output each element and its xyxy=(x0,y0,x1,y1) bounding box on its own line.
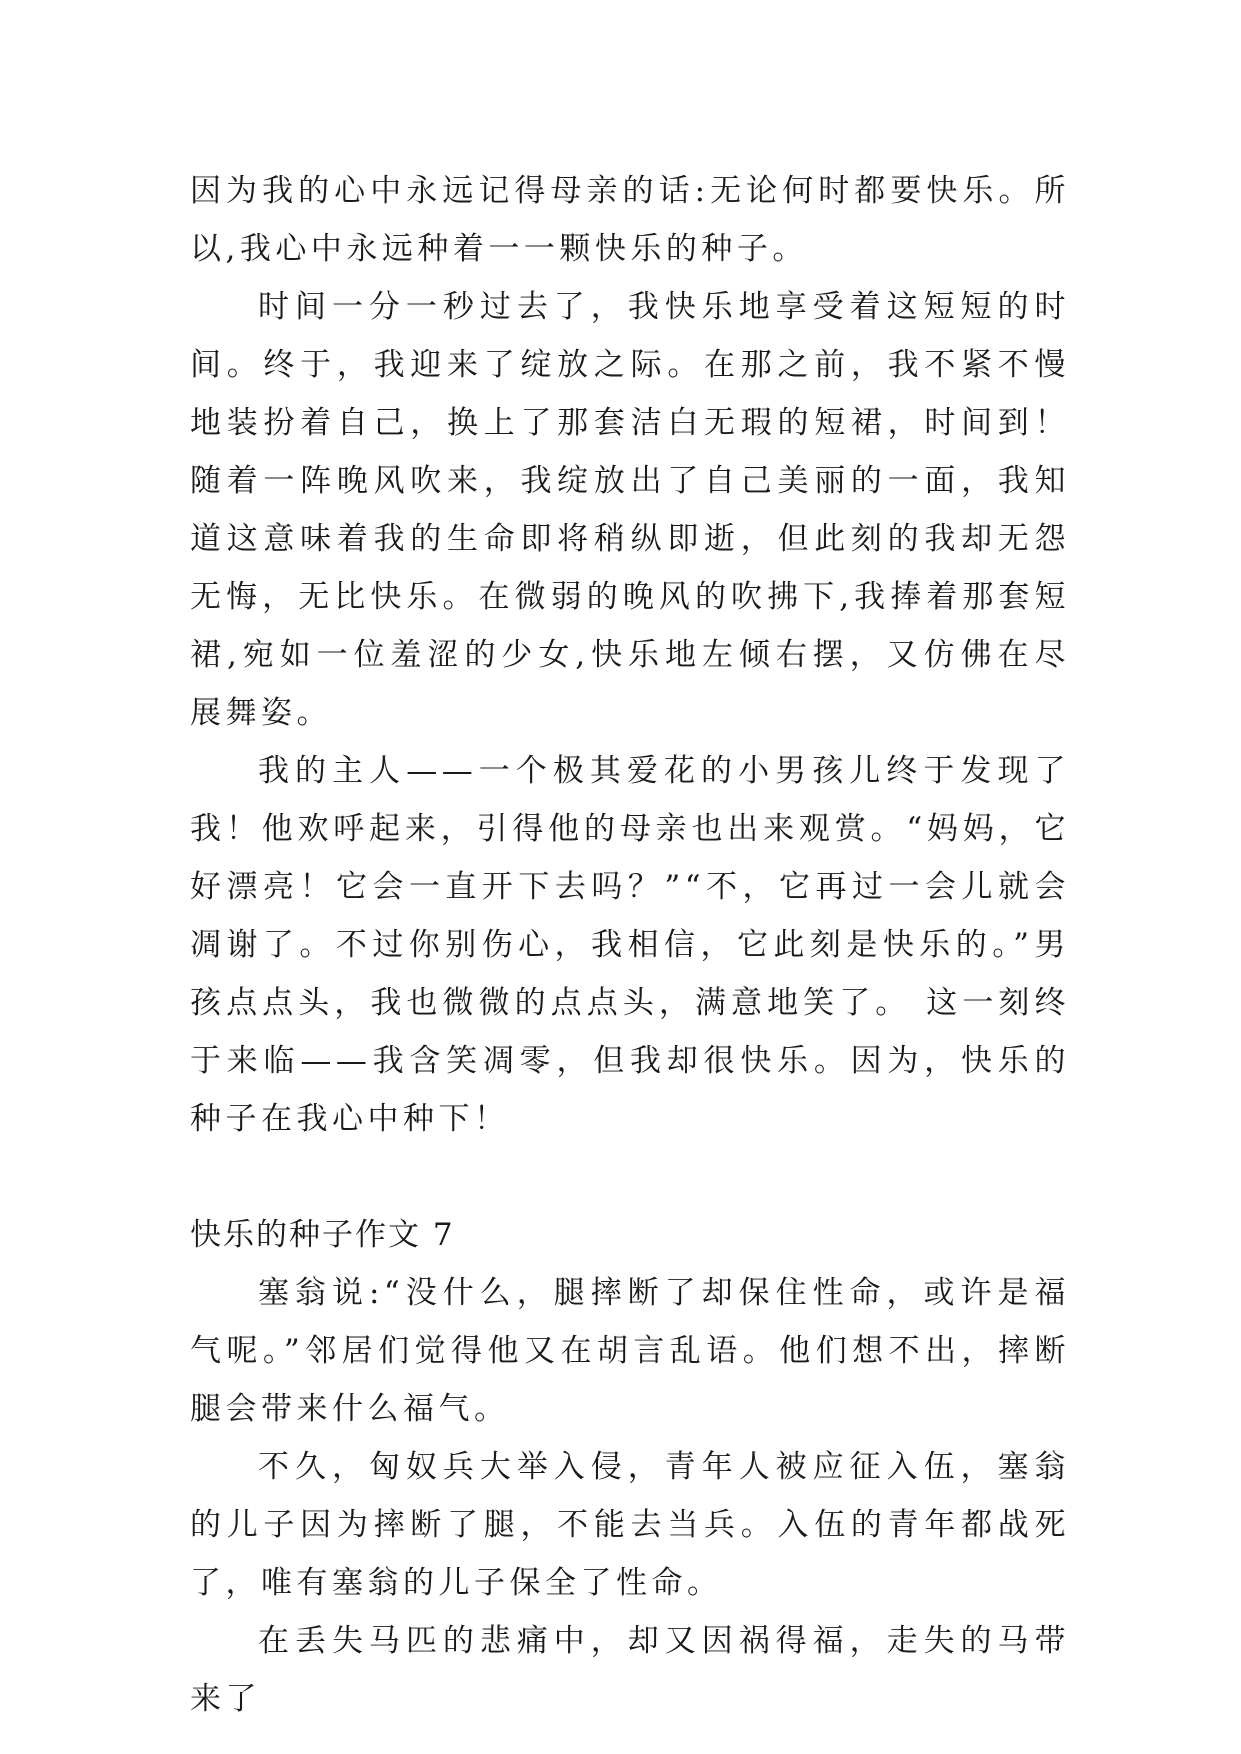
paragraph: 因为我的心中永远记得母亲的话:无论何时都要快乐。所以,我心中永远种着一一颗快乐的种子。 xyxy=(190,173,1070,267)
document-body xyxy=(190,162,1070,1728)
paragraph: 时间一分一秒过去了，我快乐地享受着这短短的时间。终于，我迎来了绽放之际。在那之前，我不紧不慢地装扮着自己，换上了那套洁白无瑕的短裙，时间到！随着一阵晚风吹来，我绽放出了自己美丽的一面，我知道这意味着我的生命即将稍纵即逝，但此刻的我却无怨无悔，无比快乐。在微弱的晚风的吹拂下,我捧着那套短裙,宛如一位羞涩的少女,快乐地左倾右摆，又仿佛在尽展舞姿。 xyxy=(190,289,1070,731)
paragraph: 塞翁说:“没什么，腿摔断了却保住性命，或许是福气呢。”邻居们觉得他又在胡言乱语。他们想不出，摔断腿会带来什么福气。 xyxy=(190,1275,1070,1427)
paragraph: 我的主人——一个极其爱花的小男孩儿终于发现了我！他欢呼起来，引得他的母亲也出来观赏。“妈妈，它好漂亮！它会一直开下去吗？”“不，它再过一会儿就会凋谢了。不过你别伤心，我相信，它此刻是快乐的。”男孩点点头，我也微微的点点头，满意地笑了。 这一刻终于来临——我含笑凋零，但我却很快乐。因为，快乐的种子在我心中种下！ xyxy=(190,753,1070,1137)
section-heading: 快乐的种子作文 7 xyxy=(190,1217,455,1253)
paragraph: 不久，匈奴兵大举入侵，青年人被应征入伍，塞翁的儿子因为摔断了腿，不能去当兵。入伍的青年都战死了，唯有塞翁的儿子保全了性命。 xyxy=(190,1449,1070,1601)
paragraph: 在丢失马匹的悲痛中，却又因祸得福，走失的马带来了 xyxy=(190,1623,1070,1717)
